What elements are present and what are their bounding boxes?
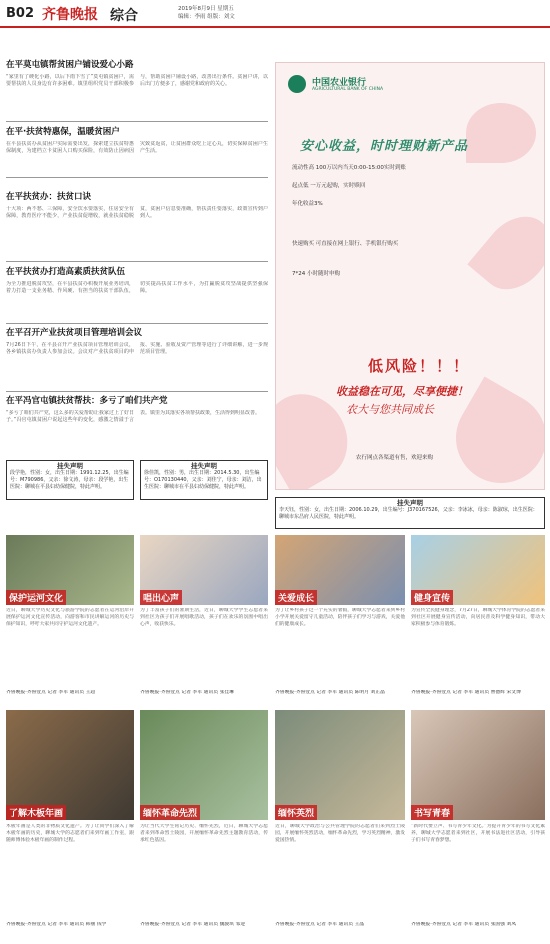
issue-date: 2019年8月9日 星期五 — [178, 6, 234, 12]
article-5 — [6, 326, 268, 388]
divider — [6, 323, 268, 324]
divider — [6, 177, 268, 178]
ad-feature-4: 快速购买 可直接在网上银行、手机银行购买 — [292, 241, 399, 247]
notice-body: 段学艳，性别：女，出生日期：1991.12.25，出生编号：M790986，父亲：徐文涛，母亲：段学艳，出生医院：聊城在平县妇幼保健院，特此声明。 — [10, 470, 129, 490]
photo-credit: 齐鲁晚报·齐鲁壹点 记者 李军 通讯员 张国强 刘凤 — [411, 922, 517, 927]
ad-closing: 农大与您共同成长 — [346, 403, 434, 416]
flower-petal — [467, 203, 545, 303]
article-3 — [6, 190, 268, 264]
flower-petal — [466, 103, 536, 163]
ad-risk-level: 低风险！！！ — [368, 357, 471, 375]
loss-notice-2 — [140, 460, 268, 500]
photo-caption: 保护运河文化 — [6, 590, 66, 605]
article-title: 在平·扶贫特惠保，温暖贫困户 — [6, 127, 120, 137]
photo-fitness — [411, 535, 545, 605]
ad-feature-3: 年化收益3% — [292, 201, 323, 207]
notice-title: 挂失声明 — [397, 499, 423, 507]
photo-credit: 齐鲁晚报·齐鲁壹点 记者 李军 通讯员 王晶 — [275, 922, 365, 927]
editors: 编辑：李雨 组版：刘文 — [178, 14, 235, 20]
ad-slogan: 安心收益，时时理财新产品 — [300, 139, 469, 154]
photo-credit: 齐鲁晚报·齐鲁壹点 记者 李军 通讯员 韩丽 钱学 — [6, 922, 107, 927]
loss-notice-3 — [275, 497, 545, 529]
photo-caption: 了解木板年画 — [6, 805, 66, 820]
article-1 — [6, 58, 268, 122]
photo-text: 近日，聊城大学历史文化与旅游学院的志愿者在运河沿岸开展保护运河文化宣传活动，向游客和市民讲解运河的历史与保护知识，呼吁大家共同守护运河文化遗产。 — [6, 608, 134, 627]
photo-text: 为了丰富孩子们的暑期生活，近日，聊城大学学生志愿者来到社区为孩子们开展唱歌活动，孩子们在欢乐的氛围中唱出心声，收获快乐。 — [140, 608, 268, 627]
ad-feature-1: 流动性高 100万以内当天0:00-15:00实时到账 — [292, 165, 406, 171]
article-body: 7月26日下午，在平县召开产业扶贫项目管理培训会议，各乡镇扶贫办负责人参加会议。会议对产业扶贫项目的申报、实施、验收及资产管理等进行了详细讲解，进一步规范项目管理。 — [6, 342, 268, 355]
photo-credit: 齐鲁晚报·齐鲁壹点 记者 李军 通讯员 陈明月 刘正晶 — [275, 690, 385, 695]
article-body: “多亏了咱们共产党，这么多的关爱帮助让我家过上了好日子。”冯官屯镇贫困户说起这些年的变化，感激之情溢于言表。镇里为其落实各项帮扶政策，生活得到明显改善。 — [6, 410, 261, 423]
photo-text: 为让当代大学生铭记历史、缅怀先烈，近日，聊城大学志愿者来到革命烈士陵园，开展缅怀革命先烈主题教育活动，传承红色基因。 — [140, 824, 268, 843]
photo-text: “新时代要立声、书写青少年文化。”为提升青少年的书写文化素养，聊城大学志愿者来到社区，开展书法进社区活动，引导孩子们书写青春梦想。 — [411, 824, 545, 843]
article-2 — [6, 125, 268, 179]
bank-name-en: AGRICULTURAL BANK OF CHINA — [312, 87, 384, 92]
photo-caption: 关爱成长 — [275, 590, 317, 605]
article-4 — [6, 265, 268, 327]
photo-text: 为宣传全民健身理念，7月27日，聊城大学体育学院的志愿者来到社区开展健身宣传活动，向居民普及科学健身知识，带动大家积极参与体育锻炼。 — [411, 608, 545, 627]
photo-caption: 缅怀英烈 — [275, 805, 317, 820]
photo-canal — [6, 535, 134, 605]
article-body: 十大项：两不愁、三保障，安全饮水要落实，住房安全有保障，教育医疗不能少，产业扶贫促增收，就业扶贫稳脱贫，贫困户信息要准确，帮扶责任要落实，政策宣传到户到人。 — [6, 206, 268, 219]
bank-logo-icon — [288, 75, 306, 93]
photo-credit: 齐鲁晚报·齐鲁壹点 记者 李军 通讯员 张佳琳 — [140, 690, 234, 695]
photo-text: 近日，聊城大学政治与公共管理学院的志愿者们来到烈士陵园，开展缅怀英烈活动，缅怀革命先烈，学习英烈精神，激发爱国热情。 — [275, 824, 405, 843]
newspaper-logo: 齐鲁晚报 — [42, 7, 98, 23]
article-title: 在平莫屯镇帮贫困户铺设爱心小路 — [6, 60, 134, 70]
photo-caption: 书写青春 — [411, 805, 453, 820]
photo-text: 木板年画是人类的非物质文化遗产。为了让同学们深入了解木板年画的历史，聊城大学的志愿者们来到年画工作室，跟随师傅体验木板年画的制作过程。 — [6, 824, 134, 843]
ad-feature-2: 起点低 一万元起购，实时赎回 — [292, 183, 366, 189]
photo-calligraphy — [411, 710, 545, 820]
article-title: 在平扶贫办：扶贫口诀 — [6, 192, 92, 202]
notice-title: 挂失声明 — [191, 462, 217, 470]
section-title: 综合 — [110, 8, 138, 24]
article-6 — [6, 394, 268, 462]
page-number: B02 — [6, 6, 34, 21]
notice-title: 挂失声明 — [57, 462, 83, 470]
ad-footer: 农行网点各渠道有售，欢迎来购 — [356, 455, 434, 461]
photo-credit: 齐鲁晚报·齐鲁壹点 记者 李军 通讯员 曹德辉 宋文博 — [411, 690, 521, 695]
notice-body: 徐佳凯，性别：男，出生日期：2014.5.30，出生编号：O170130440，父亲：刘佳宁，母亲：刘洁，出生医院：聊城市在平县妇幼保健院，特此声明。 — [144, 470, 262, 490]
photo-credit: 齐鲁晚报·齐鲁壹点 记者 李军 通讯员 魏骏琪 邹迎 — [140, 922, 246, 927]
photo-care — [275, 535, 405, 605]
issue-meta — [178, 5, 235, 21]
bank-advertisement — [275, 62, 545, 490]
bank-name: 中国农业银行 — [312, 78, 367, 88]
photo-caption: 唱出心声 — [140, 590, 182, 605]
photo-credit: 齐鲁晚报·齐鲁壹点 记者 李军 通讯员 王超 — [6, 690, 96, 695]
divider — [6, 121, 268, 122]
article-title: 在平扶贫办打造高素质扶贫队伍 — [6, 267, 126, 277]
photo-heroes — [275, 710, 405, 820]
article-title: 在平冯官屯镇扶贫帮扶：多亏了咱们共产党 — [6, 396, 168, 406]
ad-feature-5: 7*24 小时随时申购 — [292, 271, 340, 277]
article-body: 为全力推进脱贫攻坚，在平县扶贫办积极开展业务培训，着力打造一支业务精、作风硬、有担当的扶贫干部队伍，切实提高扶贫工作水平，为打赢脱贫攻坚战提供坚强保障。 — [6, 281, 268, 294]
article-body: 在平县扶贫办从贫困户实际需要出发，探索建立扶贫特惠保制度，为建档立卡贫困人口购买保险，有效防止因病因灾致贫返贫，让贫困群众吃上定心丸，切实保障贫困户生产生活。 — [6, 141, 268, 154]
photo-caption: 缅怀革命先烈 — [140, 805, 200, 820]
photo-singing — [140, 535, 268, 605]
header-rule — [0, 26, 550, 28]
notice-body: 李天钰，性别：女，出生日期：2006.10.29，出生编号：J370167526，父亲：李冰冰，母亲：陈淑琼，出生医院：聊城市东昌府人民医院，特此声明。 — [279, 507, 538, 520]
photo-text: 为了让乡村孩子过一个充实的暑假，聊城大学志愿者来到乡村小学开展关爱留守儿童活动，陪伴孩子们学习与游戏，关爱他们的健康成长。 — [275, 608, 405, 627]
photo-martyrs — [140, 710, 268, 820]
loss-notice-1 — [6, 460, 134, 500]
ad-tagline: 收益稳在可见，尽享便捷！ — [336, 385, 468, 398]
photo-caption: 健身宣传 — [411, 590, 453, 605]
photo-woodblock — [6, 710, 134, 820]
article-body: “家里有了硬化小路，以后下雨下雪了”莫屯镇贫困户，需要帮扶的人员身边有许多困难。镇里组织党员干部积极参与，帮助贫困户铺设小路，改善出行条件。贫困户讲，以后出门方便多了，感谢党和政府的关心。 — [6, 74, 268, 87]
divider — [6, 261, 268, 262]
divider — [6, 391, 268, 392]
article-title: 在平召开产业扶贫项目管理培训会议 — [6, 328, 143, 338]
